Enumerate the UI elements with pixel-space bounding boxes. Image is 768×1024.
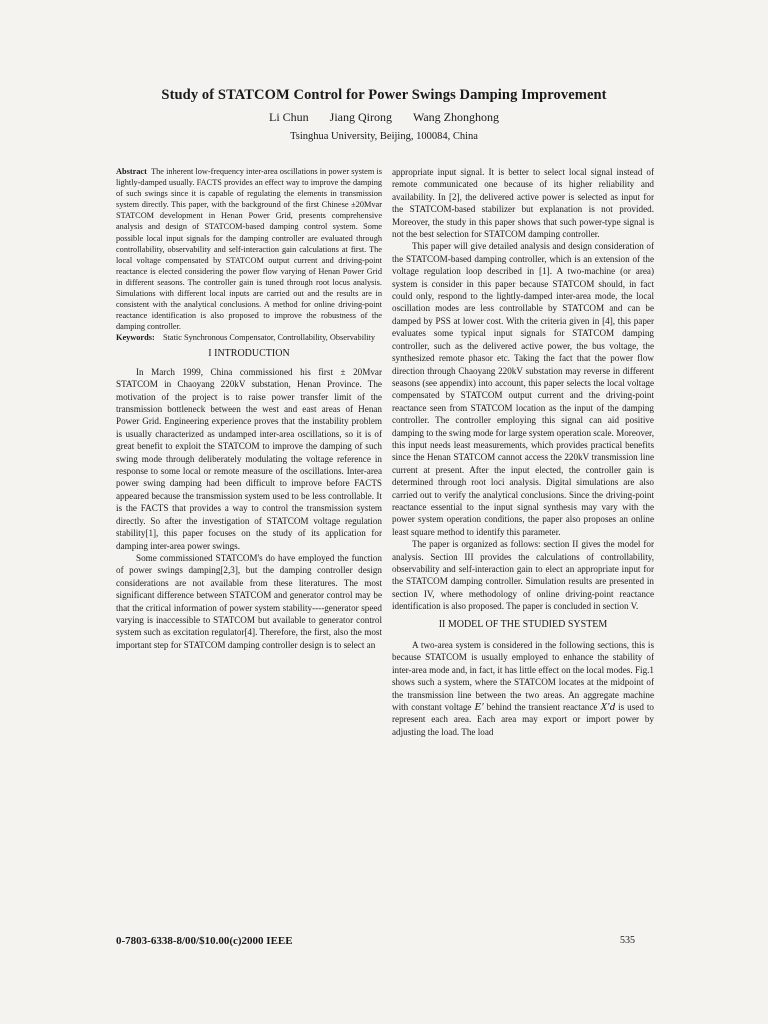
section-heading-model: II MODEL OF THE STUDIED SYSTEM [438,618,608,630]
body-paragraph: This paper will give detailed analysis and design consideration of the STATCOM-based damping controller, which is an extension of the voltage regulation loop described in [1]. A two-machine (or area) system is consider in this paper because STATCOM should, in fact could only, respond to the lightly-damped inter-area mode, the local oscillation modes are less controllable by STATCOM and can be damped by PSS at lower cost. With the criteria given in [4], this paper evaluates some typical input signals for STATCOM damping controller, such as the delivered active power, the bus voltage, the synthesized remote phasor etc. Taking the fact that the power flow direction through Chaoyang 220kV substation may reverse in different seasons (see appendix) into account, this paper selects the local voltage compensated by STATCOM output current and the driving-point reactance seen from STATCOM location as the input of the damping controller. The controller employing this signal can aid positive damping to the swing mode for large system operation scale. Moreover, this input needs least measurements, which provides practical benefits since the Henan STATCOM cannot access the 220kV transmission line current at present. After the input elected, the controller gain is determined through root loci analysis. Digital simulations are also carried out to verify the analytical conclusions. Since the driving-point reactance essential to the input signal synthesis may vary with the power system operation conditions, the paper also proposes an online least square method to identify this parameter. [392,241,654,537]
body-paragraph: appropriate input signal. It is better to select local signal instead of remote communicated one because of its higher reliability and availability. In [2], the delivered active power is selected as input for the STATCOM-based stabilizer but explanation is not provided. Moreover, the study in this paper shows that such power-type signal is not the best selection for STATCOM damping controller. [392,167,654,240]
body-paragraph: In March 1999, China commissioned his first ± 20Mvar STATCOM in Chaoyang 220kV substation, Henan Province. The motivation of the project is to raise power transfer limit of the transmission bottleneck between the west and east areas of Henan Power Grid. Engineering experience proves that the instability problem is usually characterized as undamped inter-area oscillations, so it is of great benefit to exploit the STATCOM to improve the damping of such swing mode through deliberately modulating the voltage reference in response to some local or remote measure of the oscillations. Inter-area power swing damping had been difficult to improve before FACTS appeared because the transmission system used to be less controllable. It is the FACTS that provides a way to control the transmission system directly. So after the investigation of STATCOM voltage regulation stability[1], this paper focuses on the study of its application for damping inter-area power swings. [116,366,382,551]
body-paragraph: Some commissioned STATCOM's do have employed the function of power swings damping[2,3], but the damping controller design considerations are not available from these literatures. The most significant difference between STATCOM and generator control may be that the critical information of power system stability----generator speed varying is inaccessible to STATCOM but available to generator control system such as excitation regulator[4]. Therefore, the first, also the most important step for STATCOM damping controller design is to select an [116,552,382,650]
abstract [116,166,382,332]
right-column [392,166,654,738]
affiliation: Tsinghua University, Beijing, 100084, China [290,131,478,142]
author-name: Wang Zhonghong [412,110,500,124]
paragraph-text: behind the transient reactance [486,702,598,713]
keywords-label: Keywords: [116,333,155,343]
body-paragraph [392,639,654,738]
author-list [0,110,768,125]
author-name: Li Chun [268,110,309,124]
paragraph-text: is used to represent each area. Each area may export or import power by adjusting the load. The load [392,702,654,737]
copyright-line: 0-7803-6338-8/00/$10.00(c)2000 IEEE [116,935,293,947]
section-heading-introduction: I INTRODUCTION [208,348,290,360]
keywords [116,332,382,343]
body-paragraph: The paper is organized as follows: section II gives the model for analysis. Section III provides the calculations of controllability, observability and self-interaction gain to elect an appropriate input for the STATCOM damping controller. Simulation results are presented in section IV, where methodology of online driving-point reactance identification is also proposed. The paper is concluded in section V. [392,539,654,612]
math-symbol: X′d [600,701,616,714]
paragraph-text: A two-area system is considered in the following sections, this is because STATCOM is usually employed to enhance the stability of inter-area mode and, in fact, it has little effect on the local modes. Fig.1 shows such a system, where the STATCOM locates at the midpoint of the transmission line between the two areas. An aggregate machine with constant voltage [392,640,654,713]
keywords-text: Static Synchronous Compensator, Controllability, Observability [163,333,376,343]
paper-title: Study of STATCOM Control for Power Swings Damping Improvement [161,87,607,103]
author-name: Jiang Qirong [329,110,392,124]
left-column [116,166,382,651]
math-symbol: E′ [474,701,484,714]
abstract-text: The inherent low-frequency inter-area oscillations in power system is lightly-damped usually. FACTS provides an effect way to improve the damping of such swings since it is capable of regulating the elements in transmission system directly. This paper, with the background of the first Chinese ±20Mvar STATCOM development in Henan Power Grid, presents comprehensive analysis and design of STATCOM-based damping control system. Some possible local input signals for the damping controller are evaluated through controllability, observability and self-interaction gain calculations at first. The local voltage compensated by STATCOM output current and driving-point reactance is elected considering the power flow varying of Henan Power Grid in different seasons. The controller gain is tuned through root locus analysis. Simulations with different local inputs are carried out and the results are in consistent with the analytical conclusions. A method for online driving-point reactance identification is also proposed to improve the robustness of the damping controller. [116,167,383,332]
page-number: 535 [620,935,635,946]
abstract-label: Abstract [116,167,147,176]
